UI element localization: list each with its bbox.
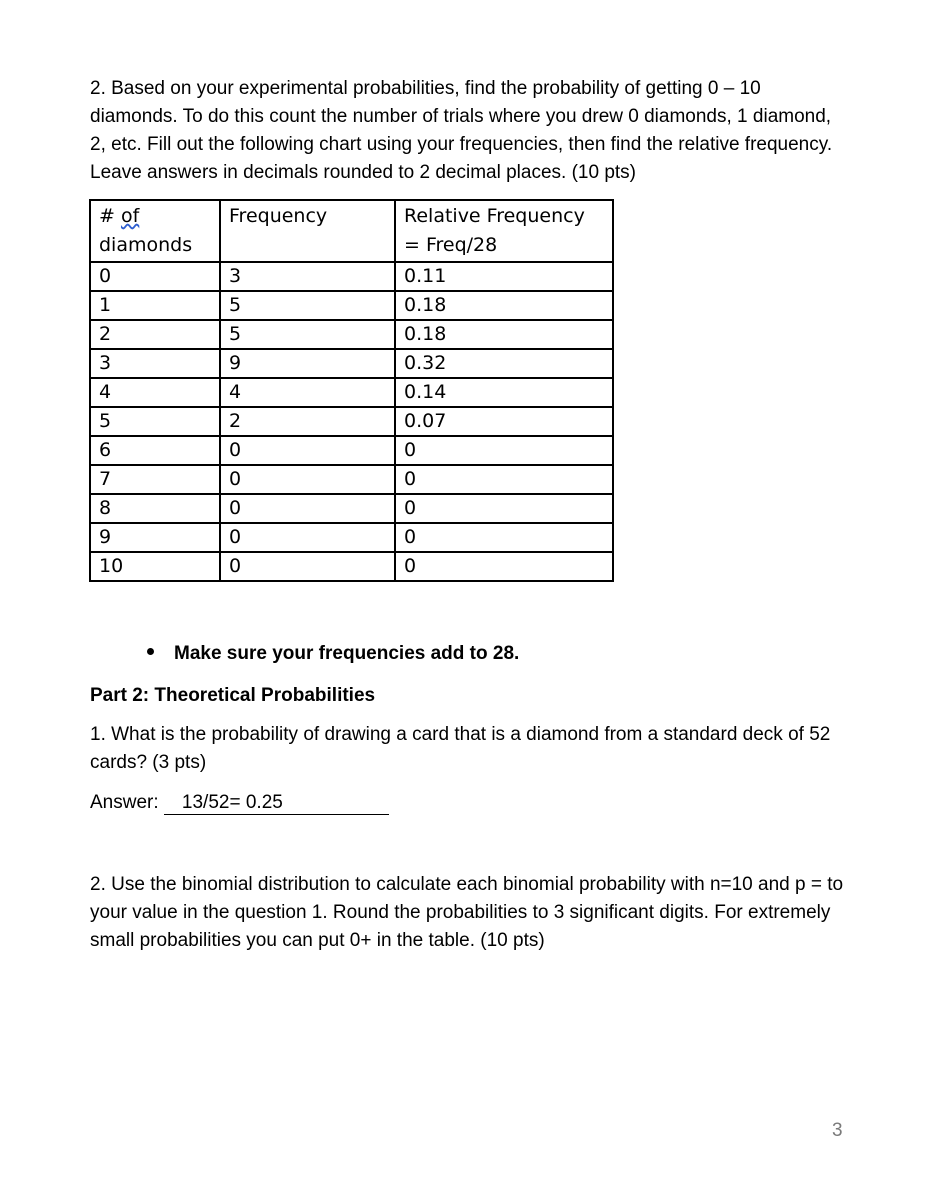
bullet-item [147, 640, 519, 668]
part-2-heading: Part 2: Theoretical Probabilities [90, 685, 376, 706]
table-row [90, 262, 613, 291]
cell-relative-frequency: 0.32 [395, 349, 613, 378]
cell-frequency: 5 [220, 320, 395, 349]
bullet-dot-icon [147, 648, 154, 655]
cell-num-diamonds: 10 [90, 552, 220, 581]
part-2-question-1: 1. What is the probability of drawing a card that is a diamond from a standard deck of 52 cards? (3 pts) [90, 724, 831, 773]
table-row [90, 291, 613, 320]
cell-frequency: 5 [220, 291, 395, 320]
table-row [90, 523, 613, 552]
cell-num-diamonds: 4 [90, 378, 220, 407]
bullet-text: Make sure your frequencies add to 28. [174, 643, 520, 664]
header-relative-frequency [395, 200, 613, 262]
header-num-prefix: # [99, 205, 121, 227]
header-rel-line2: = Freq/28 [404, 234, 498, 256]
cell-relative-frequency: 0.18 [395, 291, 613, 320]
cell-num-diamonds: 8 [90, 494, 220, 523]
cell-frequency: 0 [220, 552, 395, 581]
question-2-text: 2. Based on your experimental probabilities, find the probability of getting 0 – 10 diamonds. To do this count the number of trials where you drew 0 diamonds, 1 diamond, 2, etc. Fill out the following chart using your frequencies, then find the relative frequency. Leave answers in decimals rounded to 2 decimal places. (10 pts) [90, 78, 833, 183]
table-row [90, 436, 613, 465]
cell-frequency: 0 [220, 465, 395, 494]
table-row [90, 494, 613, 523]
answer-value: 13/52= 0.25 [164, 792, 389, 815]
cell-num-diamonds: 9 [90, 523, 220, 552]
header-of-word: of [120, 205, 140, 227]
page-number: 3 [832, 1120, 843, 1141]
header-rel-line1: Relative Frequency [404, 205, 585, 227]
table-row [90, 407, 613, 436]
cell-relative-frequency: 0 [395, 552, 613, 581]
cell-num-diamonds: 5 [90, 407, 220, 436]
cell-num-diamonds: 0 [90, 262, 220, 291]
cell-frequency: 0 [220, 523, 395, 552]
header-frequency: Frequency [220, 200, 395, 262]
cell-num-diamonds: 2 [90, 320, 220, 349]
cell-frequency: 0 [220, 494, 395, 523]
table-row [90, 465, 613, 494]
cell-relative-frequency: 0.18 [395, 320, 613, 349]
table-header-row [90, 200, 613, 262]
answer-label: Answer: [90, 792, 164, 813]
part-2-question-2: 2. Use the binomial distribution to calculate each binomial probability with n=10 and p = to your value in the question 1. Round the probabilities to 3 significant digits. For extremely small probabilities you can put 0+ in the table. (10 pts) [90, 874, 844, 951]
cell-frequency: 9 [220, 349, 395, 378]
cell-relative-frequency: 0.14 [395, 378, 613, 407]
answer-row [90, 789, 389, 817]
cell-relative-frequency: 0 [395, 465, 613, 494]
frequency-table [89, 199, 614, 582]
cell-frequency: 0 [220, 436, 395, 465]
frequency-table-body [90, 262, 613, 581]
cell-frequency: 2 [220, 407, 395, 436]
cell-num-diamonds: 3 [90, 349, 220, 378]
table-row [90, 320, 613, 349]
table-row [90, 378, 613, 407]
cell-relative-frequency: 0 [395, 523, 613, 552]
cell-frequency: 4 [220, 378, 395, 407]
cell-frequency: 3 [220, 262, 395, 291]
header-num-diamonds [90, 200, 220, 262]
cell-relative-frequency: 0 [395, 494, 613, 523]
table-row [90, 552, 613, 581]
header-diamonds-word: diamonds [99, 234, 193, 256]
table-row [90, 349, 613, 378]
cell-num-diamonds: 1 [90, 291, 220, 320]
cell-relative-frequency: 0.07 [395, 407, 613, 436]
cell-relative-frequency: 0 [395, 436, 613, 465]
cell-num-diamonds: 6 [90, 436, 220, 465]
cell-num-diamonds: 7 [90, 465, 220, 494]
cell-relative-frequency: 0.11 [395, 262, 613, 291]
